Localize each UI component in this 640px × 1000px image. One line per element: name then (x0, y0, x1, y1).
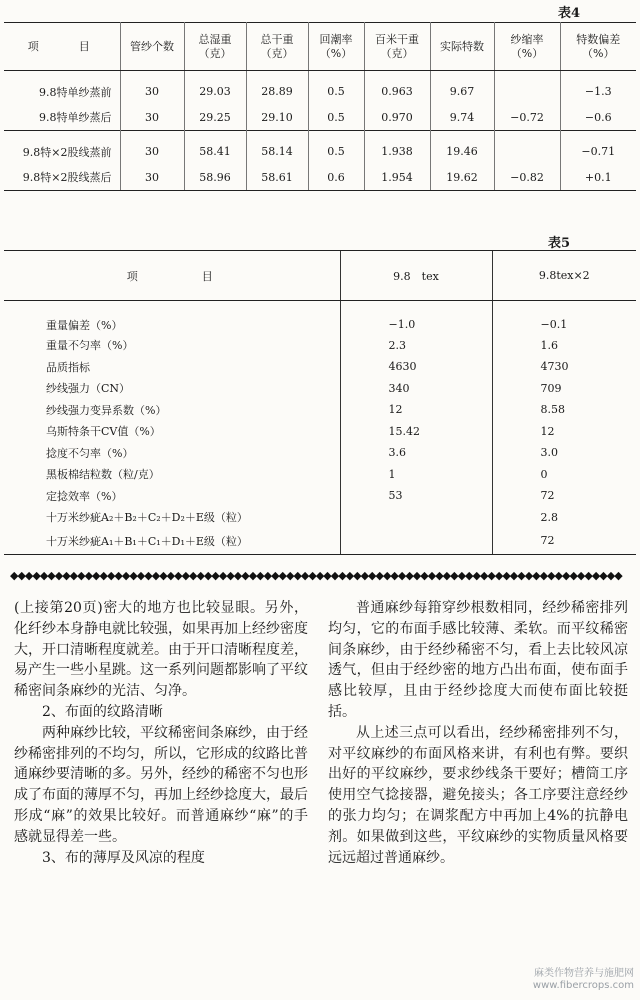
table4-header: 实际特数 (430, 23, 494, 71)
table-row (4, 139, 636, 165)
table5-cell: 53 (340, 485, 492, 507)
site-watermark (470, 968, 634, 992)
table4-header: 特数偏差 （%） (560, 23, 636, 71)
table5-cell: 12 (340, 399, 492, 421)
table4-cell: 1.938 (364, 139, 430, 165)
table5-cell: 340 (340, 378, 492, 400)
table5-cell: 十万米纱疵A₂＋B₂＋C₂＋D₂＋E级（粒） (46, 511, 248, 525)
table-row (4, 464, 636, 486)
table4-header: 总湿重 （克） (184, 23, 246, 71)
table5-cell: 黑板棉结粒数（粒/克） (46, 468, 160, 482)
table-row (4, 507, 636, 529)
table5-cell (340, 507, 492, 529)
table4-cell: 29.03 (184, 79, 246, 105)
table-row (4, 105, 636, 131)
table4-cell: 0.6 (308, 165, 364, 191)
table5-cell: 纱线强力（CN） (46, 382, 131, 396)
table4-cell: 30 (120, 105, 184, 131)
table5-cell: 重量不匀率（%） (46, 339, 134, 353)
table4-header: 回潮率 （%） (308, 23, 364, 71)
table4-header: 管纱个数 (120, 23, 184, 71)
table4-cell: 9.8特单纱蒸前 (4, 79, 120, 105)
table4-cell: 0.963 (364, 79, 430, 105)
decorative-divider: ◆◆◆◆◆◆◆◆◆◆◆◆◆◆◆◆◆◆◆◆◆◆◆◆◆◆◆◆◆◆◆◆◆◆◆◆◆◆◆◆◆◆◆◆◆◆◆◆◆◆◆◆◆◆◆◆◆◆◆◆◆◆◆◆◆◆◆◆◆◆◆◆◆◆◆◆◆◆◆◆◆◆ (10, 569, 622, 582)
table-row (4, 421, 636, 443)
table-row (4, 485, 636, 507)
table4-cell: 30 (120, 139, 184, 165)
table5-cell: 乌斯特条干CV值（%） (46, 425, 161, 439)
section-heading: 3、布的薄厚及风凉的程度 (42, 849, 205, 866)
table4-cell: −0.6 (584, 110, 612, 124)
table-row (4, 399, 636, 421)
table-row (4, 335, 636, 357)
watermark-line: www.fibercrops.com (532, 980, 634, 991)
table5-cell: 重量偏差（%） (46, 318, 123, 332)
table5-cell: −0.1 (492, 301, 636, 335)
paragraph: 两种麻纱比较，平纹稀密间条麻纱，由于经纱稀密排列的不均匀，所以，它形成的纹路比普通麻纱要清晰的多。另外，经纱的稀密不匀也形成了布面的薄厚不匀，再加上经纱捻度大，最后形成“麻”的效果比较好。而普通麻纱“麻”的手感就显得差一些。 (14, 724, 308, 845)
article-right-column (328, 598, 628, 868)
table4-cell: 30 (120, 79, 184, 105)
table4-cell: 19.62 (430, 165, 494, 191)
table4-header: 纱缩率 （%） (494, 23, 560, 71)
table4-cell (494, 79, 560, 105)
table4-cell: 9.8特单纱蒸后 (4, 105, 120, 131)
table5-cell: 1 (340, 464, 492, 486)
table5-cell: 4630 (340, 356, 492, 378)
table5-header: 9.8tex×2 (492, 251, 636, 301)
table5-cell: 纱线强力变异系数（%） (46, 403, 167, 417)
table4-cell: 0.5 (308, 79, 364, 105)
table4-cell: 9.8特×2股线蒸前 (4, 139, 120, 165)
table-row (4, 356, 636, 378)
table5-cell: 15.42 (340, 421, 492, 443)
watermark-line: 麻类作物营养与施肥网 (534, 968, 634, 979)
table4-cell: 0.5 (308, 105, 364, 131)
table5-cell: 3.0 (492, 442, 636, 464)
table4-cell: 0.5 (308, 139, 364, 165)
table4-cell: 29.10 (246, 105, 308, 131)
table-row (4, 378, 636, 400)
table4-header: 总干重 （克） (246, 23, 308, 71)
table4-cell: 58.41 (184, 139, 246, 165)
table4-cell: 9.74 (430, 105, 494, 131)
table4-cell: +0.1 (560, 165, 636, 191)
table4-cell: 29.25 (184, 105, 246, 131)
table4-cell: 58.61 (246, 165, 308, 191)
paragraph: 从上述三点可以看出，经纱稀密排列不匀，对平纹麻纱的布面风格来讲，有利也有弊。要织出好的平纹麻纱，要求纱线条干要好；槽筒工序使用空气捻接器，避免接头；各工序要注意经纱的张力均匀；在调浆配方中再加上4%的抗静电剂。如果做到这些，平纹麻纱的实物质量风格要远远超过普通麻纱。 (328, 724, 628, 866)
table4-cell: −1.3 (584, 85, 612, 98)
table5-cell: 2.8 (492, 507, 636, 529)
table-row (4, 165, 636, 191)
article-left-column (14, 598, 308, 868)
table4-cell: 9.67 (430, 79, 494, 105)
section-heading: 2、布面的纹路清晰 (42, 703, 163, 720)
table5-cell: 2.3 (340, 335, 492, 357)
table5-header: 项 目 (4, 251, 340, 301)
table4-cell: 30 (120, 165, 184, 191)
table4-header: 百米干重 （克） (364, 23, 430, 71)
table5-title: 表5 (548, 236, 571, 251)
table4-cell (494, 139, 560, 165)
table4-cell: 58.96 (184, 165, 246, 191)
paragraph: (上接第20页)密大的地方也比较显眼。另外，化纤纱本身静电就比较强，如果再加上经纱密度大，开口清晰程度就差。由于开口清晰程度差，易产生一些小星跳。这一系列问题都影响了平纹稀密间条麻纱的光洁、匀净。 (14, 600, 308, 700)
table4-cell: 1.954 (364, 165, 430, 191)
table4-cell: −0.82 (494, 165, 560, 191)
table5-cell: 12 (492, 421, 636, 443)
table5-cell: 十万米纱疵A₁＋B₁＋C₁＋D₁＋E级（粒） (4, 528, 340, 554)
table4-cell: 19.46 (430, 139, 494, 165)
table-row (4, 442, 636, 464)
table5-cell: 72 (492, 485, 636, 507)
table4-cell: −0.72 (494, 105, 560, 131)
table4-cell: 28.89 (246, 79, 308, 105)
table5-header: 9.8 tex (340, 251, 492, 301)
table5-cell: 3.6 (340, 442, 492, 464)
table4-header: 项 目 (4, 23, 120, 71)
table5-cell: 0 (492, 464, 636, 486)
table5-cell: 709 (492, 378, 636, 400)
table5-cell: −1.0 (340, 301, 492, 335)
table4-cell: 9.8特×2股线蒸后 (4, 165, 120, 191)
table-row (4, 79, 636, 105)
table4 (4, 22, 636, 191)
table5-cell: 捻度不匀率（%） (46, 446, 134, 460)
table5 (4, 250, 636, 555)
table-row (4, 528, 636, 554)
table5-cell: 品质指标 (46, 360, 90, 374)
table5-cell: 4730 (492, 356, 636, 378)
table4-title: 表4 (558, 6, 581, 21)
table5-cell: 72 (492, 528, 636, 554)
table5-cell: 定捻效率（%） (46, 489, 123, 503)
table5-cell: 8.58 (492, 399, 636, 421)
table5-header-row (4, 251, 636, 301)
table4-header-row (4, 23, 636, 71)
table5-cell: 1.6 (492, 335, 636, 357)
table4-cell: 0.970 (364, 105, 430, 131)
table4-cell: −0.71 (581, 145, 616, 158)
paragraph: 普通麻纱每箝穿纱根数相同，经纱稀密排列均匀，它的布面手感比较薄、柔软。而平纹稀密间条麻纱，由于经纱稀密不匀，看上去比较风凉透气，但由于经纱密的地方凸出布面，使布面手感比较厚，且由于经纱捻度大而使布面比较挺括。 (328, 600, 628, 720)
table-row (4, 301, 636, 335)
table5-cell (340, 528, 492, 554)
table4-cell: 58.14 (246, 139, 308, 165)
